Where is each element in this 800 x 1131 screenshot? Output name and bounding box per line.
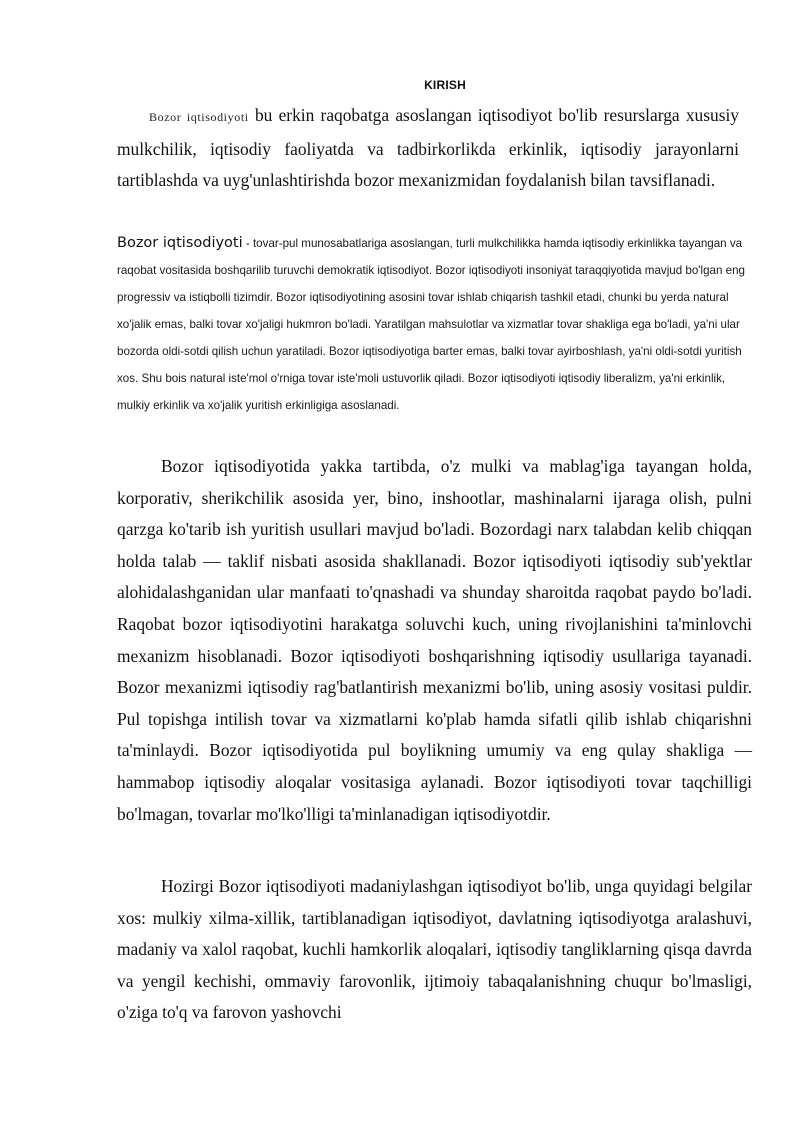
definition-paragraph bbox=[117, 230, 745, 419]
intro-paragraph bbox=[117, 100, 739, 197]
intro-paragraph-text: bu erkin raqobatga asoslangan iqtisodiyot bo'lib resurslarga xususiy mulkchilik, iqtisodiy faoliyatda va tadbirkorlikda erkinlik, iqtisodiy jarayonlarni tartiblashda va uyg'unlashtirishda bozor mexanizmidan foydalanish bilan tavsiflanadi. bbox=[117, 105, 739, 190]
definition-paragraph-text: - tovar-pul munosabatlariga asoslangan, turli mulkchilikka hamda iqtisodiy erkinlikka tayangan va raqobat vositasida boshqarilib turuvchi demokratik iqtisodiyot. Bozor iqtisodiyoti insoniyat taraqqiyotida mavjud bo'lgan eng progressiv va istiqbolli tizimdir. Bozor iqtisodiyotining asosini tovar ishlab chiqarish tashkil etadi, chunki bu yerda natural xo'jalik emas, balki tovar xo'jaligi hukmron bo'ladi. Yaratilgan mahsulotlar va xizmatlar tovar shakliga ega bo'ladi, ya'ni ular bozorda oldi-sotdi qilish uchun yaratiladi. Bozor iqtisodiyotiga barter emas, balki tovar ayirboshlash, ya'ni oldi-sotdi yuritish xos. Shu bois natural iste'mol o'rniga tovar iste'moli ustuvorlik qiladi. Bozor iqtisodiyoti iqtisodiy liberalizm, ya'ni erkinlik, mulkiy erkinlik va xo'jalik yuritish erkinligiga asoslanadi. bbox=[117, 237, 745, 412]
body-paragraph-market: Bozor iqtisodiyotida yakka tartibda, o'z mulki va mablag'iga tayangan holda, korporativ, sherikchilik asosida yer, bino, inshootlar, mashinalarni ijaraga olish, pulni qarzga ko'tarib ish yuritish usullari mavjud bo'ladi. Bozordagi narx talabdan kelib chiqqan holda talab — taklif nisbati asosida shakllanadi. Bozor iqtisodiyoti iqtisodiy sub'yektlar alohidalashganidan ular manfaati to'qnashadi va shunday sharoitda raqobat paydo bo'ladi. Raqobat bozor iqtisodiyotini harakatga soluvchi kuch, uning rivojlanishini ta'minlovchi mexanizm hisoblanadi. Bozor iqtisodiyoti boshqarishning iqtisodiy usullariga tayanadi. Bozor mexanizmi iqtisodiy rag'batlantirish mexanizmi bo'lib, uning asosiy vositasi puldir. Pul topishga intilish tovar va xizmatlarni ko'plab hamda sifatli qilib ishlab chiqarishni ta'minlaydi. Bozor iqtisodiyotida pul boylikning umumiy va eng qulay shakliga — hammabop iqtisodiy aloqalar vositasiga aylanadi. Bozor iqtisodiyoti tovar taqchilligi bo'lmagan, tovarlar mo'lko'lligi ta'minlanadigan iqtisodiyotdir. bbox=[117, 456, 752, 824]
intro-lead-term: Bozor iqtisodiyoti bbox=[149, 110, 249, 124]
page-title: KIRISH bbox=[424, 78, 466, 92]
body-paragraph-modern: Hozirgi Bozor iqtisodiyoti madaniylashgan iqtisodiyot bo'lib, unga quyidagi belgilar xos: mulkiy xilma-xillik, tartiblanadigan iqtisodiyot, davlatning iqtisodiyotga aralashuvi, madaniy va xalol raqobat, kuchli hamkorlik aloqalari, iqtisodiy tangliklarning qisqa davrda va yengil kechishi, ommaviy farovonlik, ijtimoiy tabaqalanishning chuqur bo'lmasligi, o'ziga to'q va farovon yashovchi bbox=[117, 876, 752, 1023]
definition-lead-term: Bozor iqtisodiyoti bbox=[117, 235, 243, 251]
